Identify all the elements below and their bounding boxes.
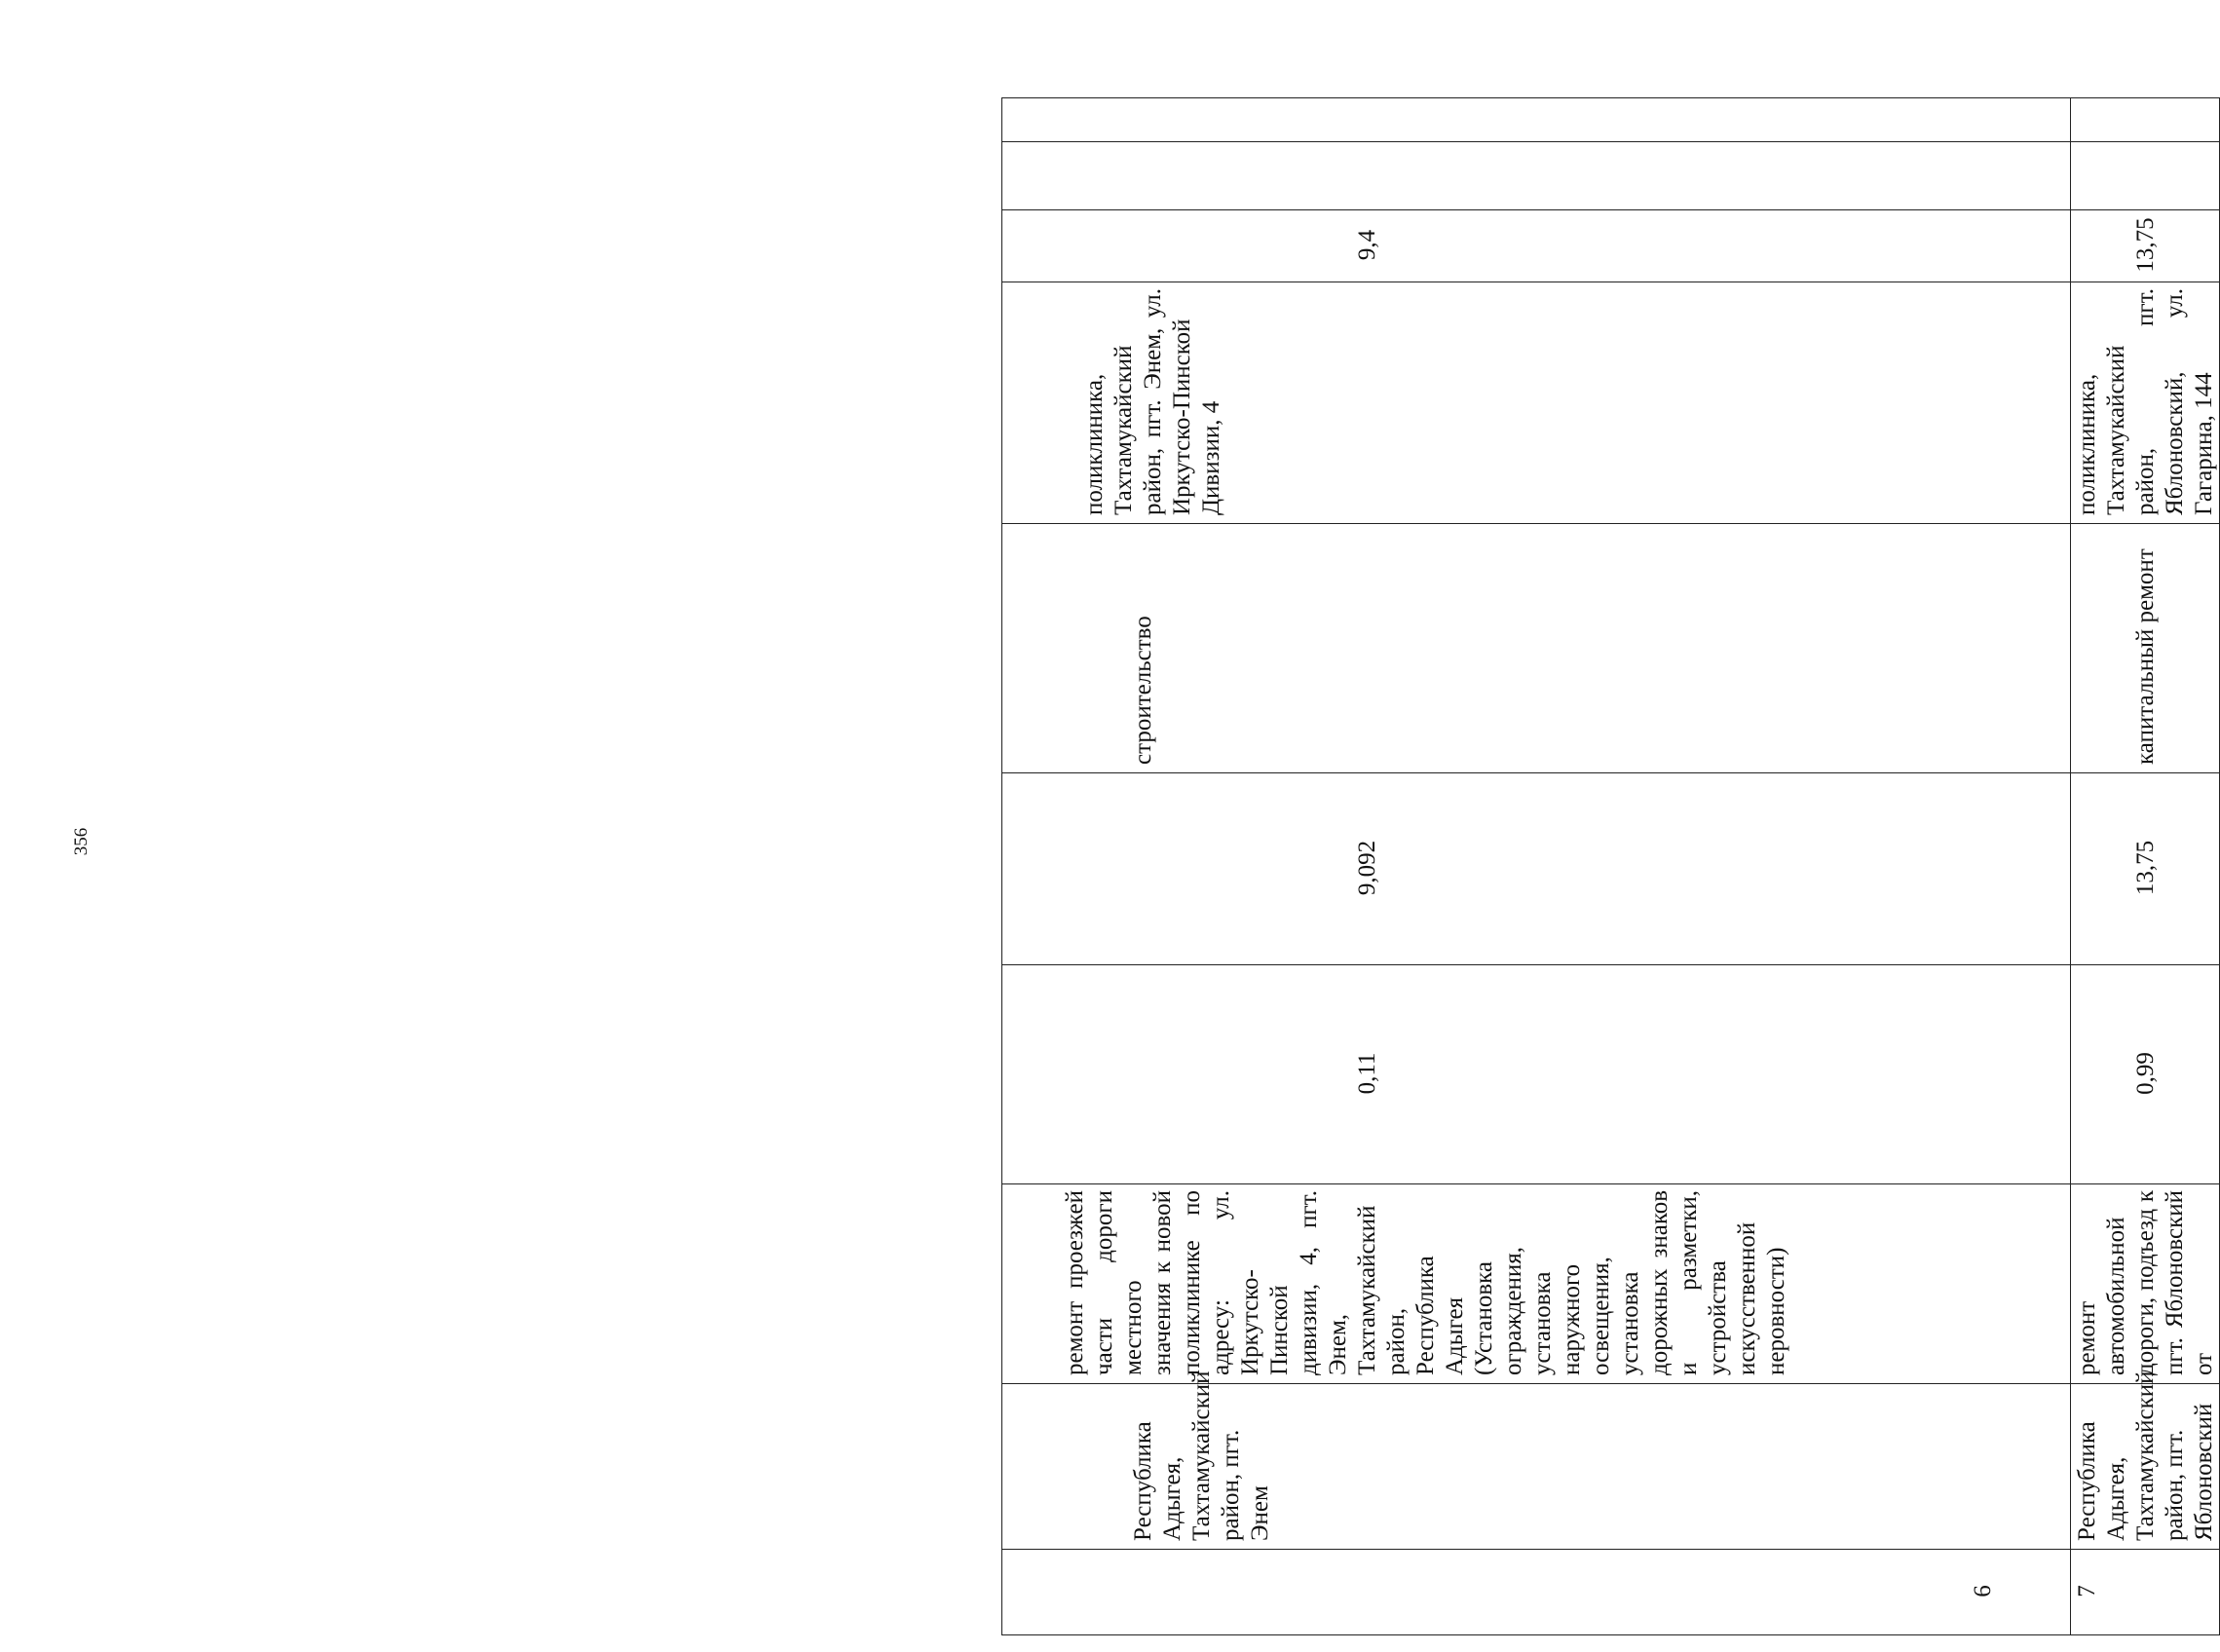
row-description: ремонт проезжей части дороги местного значения к новой поликлинике по адресу: ул. Иркутско-Пинской дивизии, 4, пгт. Энем, Тахтамукайский район, Республика Адыгея (Установка ограждения, установка наружного освещения, установка дорожных знаков и разметки, устройства искусственной неровности) [1002, 1184, 2071, 1384]
table-row [2071, 98, 2220, 1635]
row-object: поликлиника, Тахтамукайский район, пгт. Энем, ул. Иркутско-Пинской Дивизии, 4 [1002, 282, 2071, 524]
row-cost: 13,75 [2071, 773, 2220, 965]
row-length: 0,11 [1002, 965, 2071, 1184]
rotated-table-container [1001, 98, 2217, 1635]
row-work-type: капитальный ремонт [2071, 524, 2220, 773]
row-area: 13,75 [2071, 210, 2220, 282]
empty-cell [2071, 98, 2220, 142]
row-object: поликлиника, Тахтамукайский район, пгт. Яблоновский, ул. Гагарина, 144 [2071, 282, 2220, 524]
row-description: ремонт автомобильной дороги, подъезд к пгт. Яблоновский от [2071, 1184, 2220, 1384]
row-cost: 9,092 [1002, 773, 2071, 965]
row-number: 6 [1002, 1550, 2071, 1635]
road-repair-table [1001, 97, 2220, 1635]
row-number: 7 [2071, 1550, 2220, 1635]
row-work-type: строительство [1002, 524, 2071, 773]
row-length: 0,99 [2071, 965, 2220, 1184]
row-location: Республика Адыгея, Тахтамукайский район, пгт. Энем [1002, 1384, 2071, 1550]
row-area: 9,4 [1002, 210, 2071, 282]
page-number: 356 [71, 827, 92, 856]
row-location: Республика Адыгея, Тахтамукайский район, пгт. Яблоновский [2071, 1384, 2220, 1550]
table-row [1002, 98, 2071, 1635]
empty-cell [1002, 142, 2071, 210]
empty-cell [2071, 142, 2220, 210]
empty-cell [1002, 98, 2071, 142]
